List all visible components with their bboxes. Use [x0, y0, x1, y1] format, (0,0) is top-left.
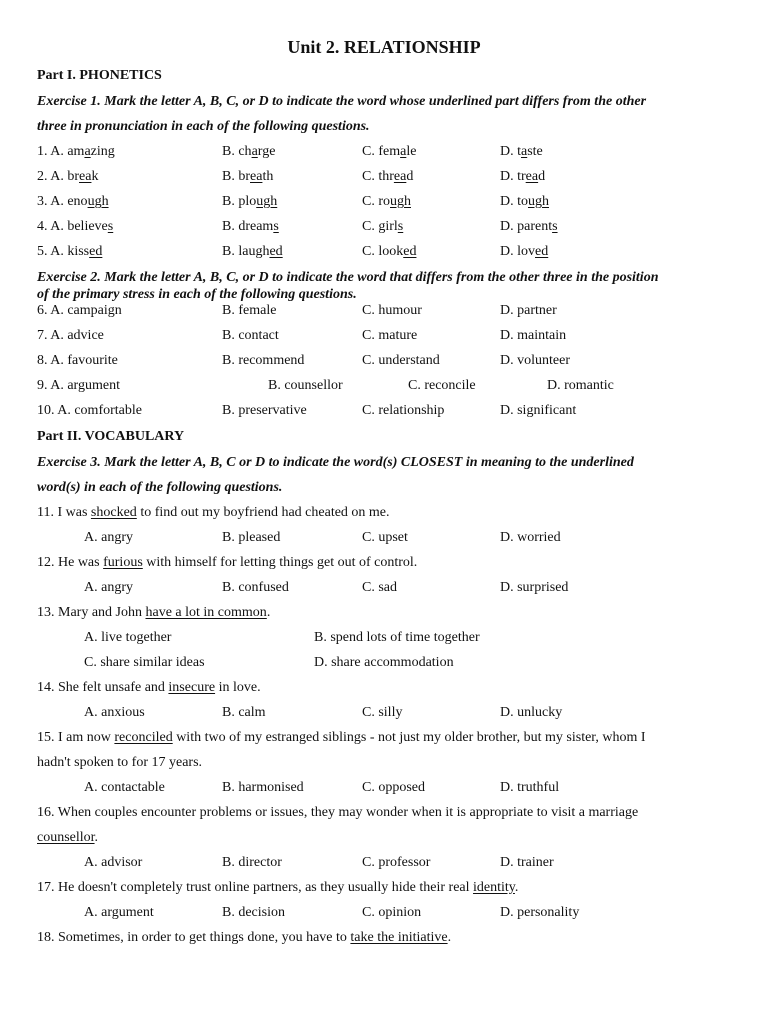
answer-option: C. silly [362, 705, 403, 720]
question-stem [37, 555, 417, 571]
option-text: B. plo [222, 194, 257, 209]
option-text: D. tr [500, 169, 526, 184]
underlined-part: ea [393, 169, 407, 184]
option-text: rge [257, 144, 276, 159]
question-stem [37, 680, 261, 696]
option-text: A. kiss [50, 244, 90, 259]
question-option [37, 219, 113, 235]
answer-option: D. unlucky [500, 705, 563, 720]
page-title: Unit 2. RELATIONSHIP [287, 37, 481, 57]
question-stem-cont [37, 830, 98, 846]
exercise-3-instruction: Exercise 3. Mark the letter A, B, C or D to indicate the word(s) CLOSEST in meaning to the underlined [37, 455, 634, 470]
option-text: th [262, 169, 274, 184]
exercise-1-instruction: Exercise 1. Mark the letter A, B, C, or D to indicate the word whose underlined part differs from the other [37, 94, 647, 109]
answer-option: B. director [222, 855, 282, 870]
underlined-part: s [273, 219, 279, 234]
underlined-part: a [400, 144, 407, 159]
underlined-word: insecure [168, 680, 216, 695]
question-option: C. understand [362, 353, 440, 368]
underlined-word: shocked [90, 505, 137, 520]
underlined-part: ugh [528, 194, 549, 209]
option-text: B. laugh [222, 244, 270, 259]
question-option: B. counsellor [268, 378, 343, 393]
question-number: 1. [37, 144, 51, 159]
answer-option: A. advisor [84, 855, 143, 870]
question-text: 11. I was [37, 505, 91, 520]
question-option: 8. A. favourite [37, 353, 118, 368]
part-heading-vocabulary: Part II. VOCABULARY [37, 429, 185, 444]
question-option [362, 169, 413, 185]
option-text: ste [527, 144, 543, 159]
question-number: 5. [37, 244, 51, 259]
exercise-2-instruction: Exercise 2. Mark the letter A, B, C, or D to indicate the word that differs from the other three in the position [37, 270, 659, 285]
question-option: 10. A. comfortable [37, 403, 142, 418]
option-text: B. br [222, 169, 250, 184]
option-text: le [406, 144, 417, 159]
question-text: 13. Mary and John [37, 605, 146, 620]
answer-option: A. live together [84, 630, 172, 645]
answer-option: A. contactable [84, 780, 165, 795]
question-text: . [514, 880, 519, 895]
question-number: 4. [37, 219, 51, 234]
option-text: k [91, 169, 99, 184]
option-text: D. t [500, 144, 521, 159]
underlined-part: a [84, 144, 91, 159]
question-option: D. volunteer [500, 353, 570, 368]
question-text: to find out my boyfriend had cheated on me. [136, 505, 390, 520]
option-text: D. lov [500, 244, 535, 259]
underlined-part: ugh [390, 194, 411, 209]
answer-option: B. spend lots of time together [314, 630, 480, 645]
question-option [222, 194, 277, 210]
question-text: . [266, 605, 271, 620]
underlined-word: furious [103, 555, 143, 570]
question-number: 2. [37, 169, 51, 184]
option-text: C. fem [362, 144, 401, 159]
answer-option: D. surprised [500, 580, 569, 595]
question-option: B. recommend [222, 353, 305, 368]
answer-option: B. calm [222, 705, 266, 720]
question-option [222, 144, 275, 160]
exercise-3-instruction-cont: word(s) in each of the following questions. [37, 480, 283, 495]
underlined-part: ed [89, 244, 103, 259]
option-text: A. am [50, 144, 85, 159]
underlined-part: ea [250, 169, 263, 184]
answer-option: C. opposed [362, 780, 425, 795]
question-stem [37, 880, 518, 896]
answer-option: C. opinion [362, 905, 422, 920]
question-option [500, 194, 549, 210]
question-stem [37, 805, 638, 821]
question-option [37, 169, 98, 185]
answer-option: A. anxious [84, 705, 145, 720]
underlined-word: identity [473, 880, 515, 895]
option-text: B. dream [222, 219, 274, 234]
answer-option: C. sad [362, 580, 397, 595]
question-option [37, 244, 102, 260]
question-stem [37, 930, 451, 946]
question-option: C. relationship [362, 403, 445, 418]
answer-option: A. angry [84, 580, 133, 595]
option-text: A. eno [50, 194, 88, 209]
answer-option: D. truthful [500, 780, 560, 795]
underlined-part: s [397, 219, 404, 234]
underlined-part: a [251, 144, 258, 159]
option-text: C. ro [362, 194, 390, 209]
question-number: 3. [37, 194, 51, 209]
answer-option: C. professor [362, 855, 431, 870]
question-stem-cont: hadn't spoken to for 17 years. [37, 755, 203, 770]
question-option: D. partner [500, 303, 557, 318]
question-option: 9. A. argument [37, 378, 120, 393]
question-option: B. female [222, 303, 277, 318]
exercise-1-instruction-cont: three in pronunciation in each of the following questions. [37, 119, 370, 134]
question-option [362, 244, 416, 260]
underlined-word: have a lot in common [145, 605, 267, 620]
underlined-part: ugh [87, 194, 109, 209]
underlined-part: ea [79, 169, 92, 184]
question-text: 14. She felt unsafe and [37, 680, 169, 695]
answer-option: A. angry [84, 530, 133, 545]
option-text: d [406, 169, 414, 184]
option-text: C. look [362, 244, 404, 259]
option-text: B. ch [222, 144, 252, 159]
question-option [222, 169, 273, 185]
question-text: with himself for letting things get out of control. [142, 555, 418, 570]
question-text: 18. Sometimes, in order to get things done, you have to [37, 930, 351, 945]
question-option: C. mature [362, 328, 418, 343]
answer-option: D. trainer [500, 855, 554, 870]
underlined-part: ea [525, 169, 539, 184]
question-option [362, 144, 416, 160]
question-option [37, 144, 115, 160]
question-option [500, 244, 548, 260]
answer-option: B. harmonised [222, 780, 304, 795]
answer-option: A. argument [84, 905, 154, 920]
question-stem [37, 505, 390, 521]
option-text: zing [90, 144, 115, 159]
option-text: D. parent [500, 219, 553, 234]
question-option: C. reconcile [408, 378, 476, 393]
question-stem [37, 605, 270, 621]
question-option [500, 219, 558, 235]
question-option [500, 144, 543, 160]
question-text: 17. He doesn't completely trust online partners, as they usually hide their real [37, 880, 474, 895]
option-text: d [538, 169, 546, 184]
question-option [500, 169, 545, 185]
answer-option: D. worried [500, 530, 561, 545]
answer-option: C. share similar ideas [84, 655, 205, 670]
option-text: A. believe [50, 219, 108, 234]
question-option [362, 194, 411, 210]
question-text: . [447, 930, 452, 945]
answer-option: B. pleased [222, 530, 281, 545]
question-option: D. significant [500, 403, 577, 418]
underlined-word: take the initiative [350, 930, 448, 945]
question-option [222, 219, 279, 235]
underlined-part: s [552, 219, 558, 234]
underlined-word: counsellor [37, 830, 95, 845]
question-option: 6. A. campaign [37, 303, 122, 318]
option-text: A. br [50, 169, 80, 184]
question-text: 15. I am now [37, 730, 115, 745]
question-option: D. romantic [547, 378, 614, 393]
option-text: C. girl [362, 219, 398, 234]
answer-option: B. confused [222, 580, 289, 595]
answer-option: D. personality [500, 905, 580, 920]
question-option [222, 244, 283, 260]
question-text: 12. He was [37, 555, 104, 570]
underlined-part: ed [403, 244, 417, 259]
option-text: D. to [500, 194, 528, 209]
underlined-part: ugh [256, 194, 278, 209]
answer-option: D. share accommodation [314, 655, 454, 670]
answer-option: C. upset [362, 530, 408, 545]
option-text: C. thr [362, 169, 394, 184]
question-option: 7. A. advice [37, 328, 104, 343]
question-option [362, 219, 403, 235]
question-option: B. contact [222, 328, 279, 343]
underlined-part: s [107, 219, 114, 234]
question-text: 16. When couples encounter problems or issues, they may wonder when it is appropriate to visit a marriage [37, 805, 639, 820]
question-option: D. maintain [500, 328, 567, 343]
question-text: with two of my estranged siblings - not just my older brother, but my sister, whom I [172, 730, 646, 745]
part-heading-phonetics: Part I. PHONETICS [37, 68, 162, 83]
underlined-part: ed [535, 244, 549, 259]
question-text: . [94, 830, 99, 845]
question-text: in love. [215, 680, 261, 695]
question-stem [37, 730, 646, 746]
question-option: B. preservative [222, 403, 307, 418]
underlined-part: a [521, 144, 528, 159]
underlined-part: ed [269, 244, 283, 259]
answer-option: B. decision [222, 905, 285, 920]
question-option [37, 194, 109, 210]
underlined-word: reconciled [114, 730, 173, 745]
exercise-2-instruction-cont: of the primary stress in each of the following questions. [37, 287, 357, 302]
question-option: C. humour [362, 303, 422, 318]
